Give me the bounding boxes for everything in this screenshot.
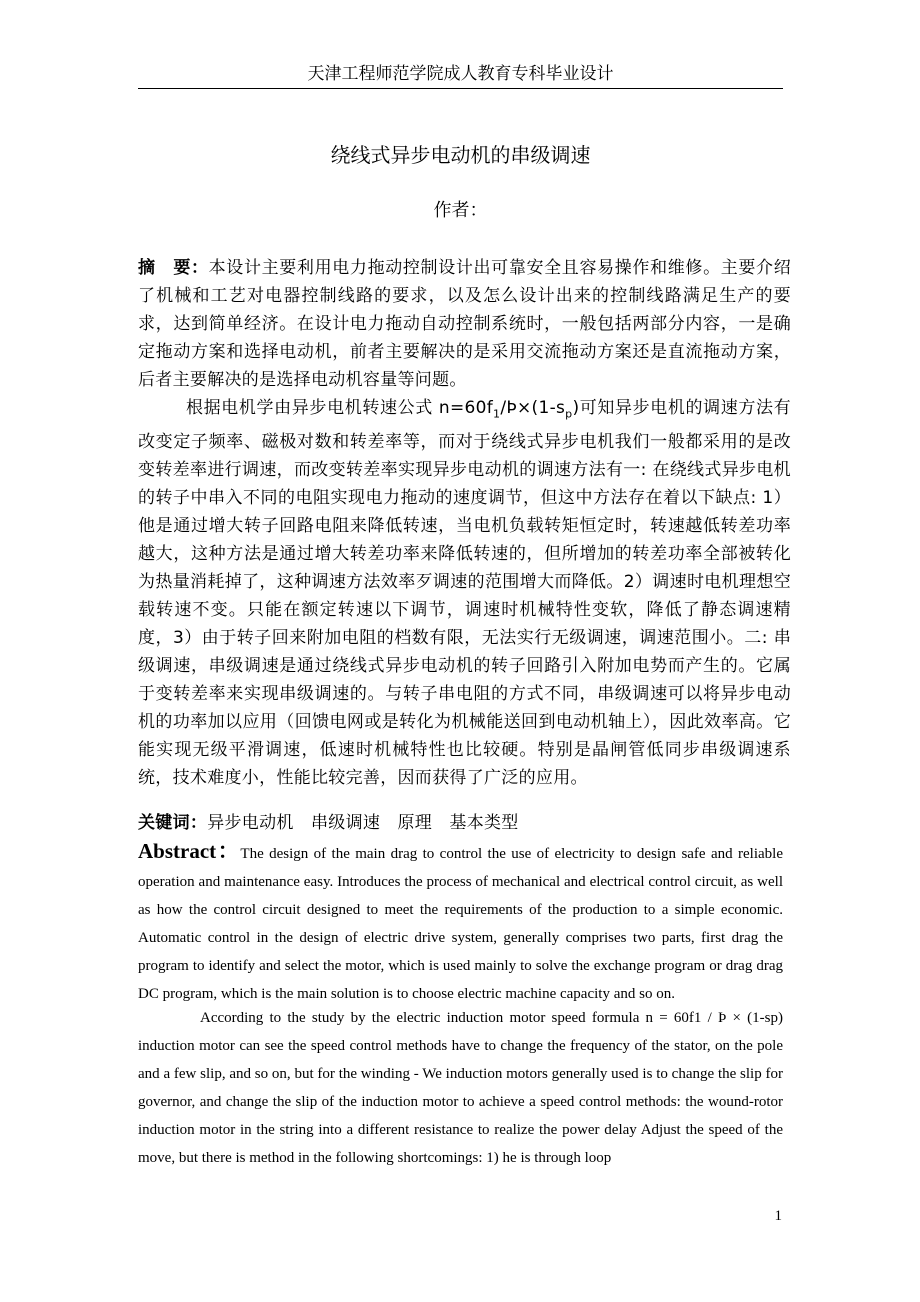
keywords-cn-label: 关键词： bbox=[138, 813, 208, 833]
abstract-cn bbox=[138, 254, 791, 394]
abstract-en-text: The design of the main drag to control the use of electricity to design safe and reliable operation and maintenance easy. Introduces the process of mechanical and electrical control circuit, as well as how the control circuit designed to meet the requirements of the production to a simple economic. Automatic control in the design of electric drive system, generally comprises two parts, first drag the program to identify and select the motor, which is used mainly to solve the exchange program or drag drag DC program, which is the main solution is to choose electric machine capacity and so on. bbox=[138, 846, 783, 1002]
body-en-paragraph: According to the study by the electric induction motor speed formula n = 60f1 / Þ × (1-sp) induction motor can see the speed control methods have to change the frequency of the stator, on the pole and a few slip, and so on, but for the winding - We induction motors generally used is to change the slip for governor, and change the slip of the induction motor to achieve a speed control methods: the wound-rotor induction motor in the string into a different resistance to realize the power delay Adjust the speed of the move, but there is method in the following shortcomings: 1) he is through loop bbox=[138, 1010, 783, 1166]
page-number: 1 bbox=[774, 1208, 782, 1224]
formula-subscript-1: 1 bbox=[493, 407, 501, 421]
formula-subscript-p: p bbox=[565, 407, 573, 421]
abstract-cn-text: 本设计主要利用电力拖动控制设计出可靠安全且容易操作和维修。主要介绍了机械和工艺对电器控制线路的要求，以及怎么设计出来的控制线路满足生产的要求，达到简单经济。在设计电力拖动自动控制系统时，一般包括两部分内容，一是确定拖动方案和选择电动机，前者主要解决的是采用交流拖动方案还是直流拖动方案，后者主要解决的是选择电动机容量等问题。 bbox=[138, 258, 791, 390]
keywords-cn-text: 异步电动机 串级调速 原理 基本类型 bbox=[207, 813, 519, 833]
keywords-cn bbox=[138, 809, 791, 837]
body-cn-part3: )可知异步电机的调速方法有改变定子频率、磁极对数和转差率等，而对于绕线式异步电机我们一般都采用的是改变转差率进行调速，而改变转差率实现异步电动机的调速方法有一: 在绕线式异步电机的转子中串入不同的电阻实现电力拖动的速度调节，但这中方法存在着以下缺点: 1）他是通过增大转子回路电阻来降低转速，当电机负载转矩恒定时，转速越低转差功率越大，这种方法是通过增大转差功率来降低转速的，但所增加的转差功率全部被转化为热量消耗掉了，这种调速方法效率歹调速的范围增大而降低。2）调速时电机理想空载转速不变。只能在额定转速以下调节，调速时机械特性变软，降低了静态调速精度，3）由于转子回来附加电阻的档数有限，无法实行无级调速，调速范围小。二: 串级调速，串级调速是通过绕线式异步电动机的转子回路引入附加电势而产生的。它属于变转差率来实现串级调速的。与转子串电阻的方式不同，串级调速可以将异步电动机的功率加以应用（回馈电网或是转化为机械能送回到电动机轴上），因此效率高。它能实现无级平滑调速，低速时机械特性也比较硬。特别是晶闸管低同步串级调速系统，技术难度小，性能比较完善，因而获得了广泛的应用。 bbox=[138, 398, 791, 789]
header-divider bbox=[138, 88, 783, 89]
body-cn-paragraph bbox=[138, 394, 791, 792]
abstract-cn-label: 摘 要： bbox=[138, 258, 209, 278]
abstract-en-label: Abstract： bbox=[138, 839, 241, 863]
abstract-en bbox=[138, 838, 783, 1008]
body-cn-part1: 根据电机学由异步电机转速公式 n=60f bbox=[186, 398, 494, 418]
running-header: 天津工程师范学院成人教育专科毕业设计 bbox=[307, 64, 614, 84]
author-label: 作者： bbox=[433, 200, 488, 221]
body-cn-part2: /Þ×(1-s bbox=[500, 398, 566, 418]
paper-title: 绕线式异步电动机的串级调速 bbox=[330, 143, 591, 167]
